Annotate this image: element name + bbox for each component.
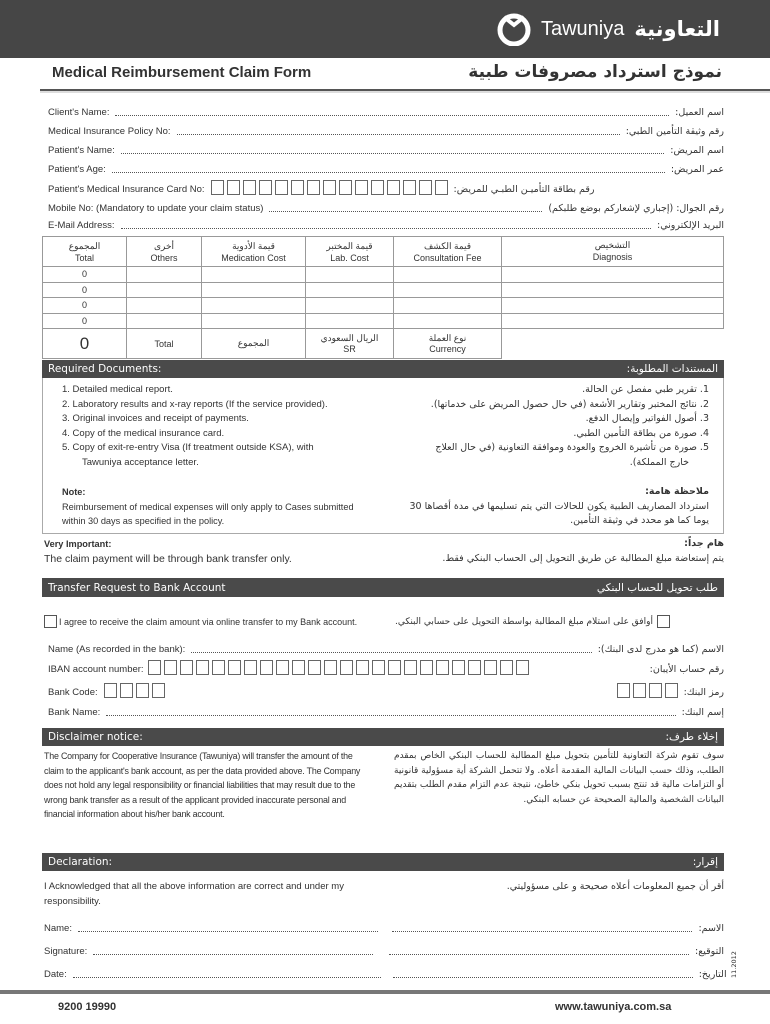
table-row[interactable]: 0	[43, 267, 724, 283]
agree-checkbox[interactable]	[44, 615, 57, 628]
footer-line	[0, 990, 770, 994]
digit-box[interactable]	[243, 180, 256, 195]
grand-total: 0	[43, 329, 127, 359]
digit-box[interactable]	[452, 660, 465, 675]
currency-value: الريال السعودي SR	[306, 329, 394, 359]
disclaimer-text-en: The Company for Cooperative Insurance (Tawuniya) will transfer the amount of the claim to the applicant's bank account, as per the data provided above. The Company does not hold any legal responsibility or financial liabilities that may result due to the wrong bank transfer as a result of the applicant provided inaccurate personal and financial information about his/her bank account.	[44, 751, 361, 819]
digit-box[interactable]	[211, 180, 224, 195]
table-header-row	[43, 237, 724, 267]
digit-box[interactable]	[419, 180, 432, 195]
digit-box[interactable]	[308, 660, 321, 675]
digit-box[interactable]	[484, 660, 497, 675]
form-title-ar: نموذج استرداد مصروفات طبية	[468, 62, 722, 82]
digit-box[interactable]	[324, 660, 337, 675]
table-row[interactable]: 0	[43, 282, 724, 298]
disclaimer-header: Disclaimer notice: إخلاء طرف:	[42, 728, 724, 746]
digit-box[interactable]	[164, 660, 177, 675]
table-row[interactable]: 0	[43, 313, 724, 329]
important-ar: هام جداً: يتم إستعاضة مبلغ المطالبة عن طريق التحويل إلى الحساب البنكي فقط.	[442, 538, 724, 564]
digit-box[interactable]	[152, 683, 165, 698]
digit-box[interactable]	[339, 180, 352, 195]
header-diagnosis: التشخيص Diagnosis	[502, 237, 724, 267]
header-others: أخرى Others	[127, 237, 202, 267]
policy-number-field[interactable]: Medical Insurance Policy No: رقم وثيقة التأمين الطبي:	[48, 126, 724, 137]
digit-box[interactable]	[291, 180, 304, 195]
digit-box[interactable]	[323, 180, 336, 195]
disclaimer-text-ar: سوف تقوم شركة التعاونية للتأمين بتحويل مبلغ المطالبة للحساب البنكي الخاص بمقدم الطلب، وذلك حسب البيانات المالية المقدمة أعلاه. ولا تتحمل الشركة أية مسؤولية قانونية أو التزامات مالية قد تنتج بسبب تحويل بنكي خاطئ، نتيجة عدم التزام مقدم الطلب بتقديم البيانات الشخصية والمالية الصحيحة عن حسابه البنكي.	[394, 751, 724, 805]
required-docs-list-ar: 1. تقرير طبي مفصل عن الحالة. 2. نتائج المختبر وتقارير الأشعة (في حال حصول المريض على خدماتها). 3. أصول الفواتير وإيصال الدفع. 4. صورة من بطاقة التأمين الطبي. 5. صورة من تأشيرة الخروج والعودة وموافقة التعاونية (في حال العلاج خارج المملكة).	[430, 384, 709, 468]
digit-box[interactable]	[500, 660, 513, 675]
insurance-card-field[interactable]: Patient's Medical Insurance Card No: رقم بطاقة التأميـن الطبـي للمريض:	[48, 177, 724, 195]
agree-checkbox-en[interactable]: I agree to receive the claim amount via online transfer to my Bank account.	[44, 615, 357, 628]
digit-box[interactable]	[340, 660, 353, 675]
header-medication: قيمة الأدوية Medication Cost	[202, 237, 306, 267]
currency-label: نوع العملة Currency	[394, 329, 502, 359]
brand-name-en: Tawuniya	[540, 17, 625, 40]
client-name-field[interactable]: Client's Name: اسم العميل:	[48, 107, 724, 118]
digit-box[interactable]	[372, 660, 385, 675]
digit-box[interactable]	[356, 660, 369, 675]
important-en: Very Important: The claim payment will be through bank transfer only.	[44, 539, 292, 565]
digit-box[interactable]	[436, 660, 449, 675]
digit-box[interactable]	[387, 180, 400, 195]
bank-holder-name-field[interactable]: Name (As recorded in the bank): الاسم (كما هو مدرج لدى البنك):	[48, 644, 724, 655]
header-total: المجموع Total	[43, 237, 127, 267]
note-en: Note: Reimbursement of medical expenses will only apply to Cases submitted within 30 days as specified in the policy.	[62, 487, 354, 526]
footer-website[interactable]: www.tawuniya.com.sa	[555, 1001, 672, 1013]
digit-box[interactable]	[259, 180, 272, 195]
patient-name-field[interactable]: Patient's Name: اسم المريض:	[48, 145, 724, 156]
digit-box[interactable]	[244, 660, 257, 675]
required-docs-header: Required Documents: المستندات المطلوبة:	[42, 360, 724, 378]
digit-box[interactable]	[228, 660, 241, 675]
declaration-signature-field[interactable]: Signature: التوقيع:	[44, 946, 724, 957]
digit-box[interactable]	[388, 660, 401, 675]
digit-box[interactable]	[136, 683, 149, 698]
digit-box[interactable]	[403, 180, 416, 195]
digit-box[interactable]	[275, 180, 288, 195]
transfer-header: Transfer Request to Bank Account طلب تحويل للحساب البنكي	[42, 578, 724, 597]
digit-box[interactable]	[307, 180, 320, 195]
brand-name-ar: التعاونية	[634, 17, 720, 41]
digit-box[interactable]	[617, 683, 630, 698]
cost-table	[42, 236, 724, 359]
brand-logo	[497, 10, 720, 48]
iban-field[interactable]: IBAN account number: رقم حساب الأيبان:	[48, 657, 724, 675]
tawuniya-logo-icon	[497, 12, 531, 46]
digit-box[interactable]	[276, 660, 289, 675]
digit-box[interactable]	[435, 180, 448, 195]
form-code: 11.2012	[730, 951, 738, 978]
header-lab: قيمة المختبر Lab. Cost	[306, 237, 394, 267]
digit-box[interactable]	[120, 683, 133, 698]
declaration-text-ar: أقر أن جميع المعلومات أعلاه صحيحة و على مسؤوليتي.	[506, 881, 724, 892]
digit-box[interactable]	[371, 180, 384, 195]
declaration-date-field[interactable]: Date: التاريخ:	[44, 969, 727, 980]
declaration-name-field[interactable]: Name: الاسم:	[44, 923, 724, 934]
footer-phone: 9200 19990	[58, 1001, 117, 1013]
email-field[interactable]: E-Mail Address: البريد الإلكتروني:	[48, 220, 724, 231]
declaration-header: Declaration: إقرار:	[42, 853, 724, 871]
required-docs-list-en: 1. Detailed medical report. 2. Laboratory results and x-ray reports (If the service provided). 3. Original invoices and receipt of payments. 4. Copy of the medical insurance card. 5. Copy of exit-re-entry Visa (If treatment outside KSA), with Tawuniya acceptance letter.	[62, 384, 328, 468]
bank-code-field[interactable]: Bank Code: رمز البنك:	[48, 680, 724, 698]
digit-box[interactable]	[260, 660, 273, 675]
digit-box[interactable]	[148, 660, 161, 675]
total-label-ar: المجموع	[202, 329, 306, 359]
digit-box[interactable]	[104, 683, 117, 698]
declaration-text-en: I Acknowledged that all the above information are correct and under my responsibility.	[44, 881, 344, 907]
digit-box[interactable]	[404, 660, 417, 675]
digit-box[interactable]	[649, 683, 662, 698]
total-row	[43, 329, 724, 359]
digit-box[interactable]	[420, 660, 433, 675]
total-label-en: Total	[127, 329, 202, 359]
mobile-field[interactable]: Mobile No: (Mandatory to update your claim status) رقم الجوال: (إجباري لإشعاركم بوضع طلبكم)	[48, 203, 724, 214]
digit-box[interactable]	[292, 660, 305, 675]
agree-checkbox-ar[interactable]: أوافق على استلام مبلغ المطالبة بواسطة التحويل على حسابي البنكي.	[395, 615, 724, 628]
digit-box[interactable]	[516, 660, 529, 675]
header-consultation: قيمة الكشف Consultation Fee	[394, 237, 502, 267]
digit-box[interactable]	[196, 660, 209, 675]
bank-name-field[interactable]: Bank Name: إسم البنك:	[48, 707, 724, 718]
digit-box[interactable]	[212, 660, 225, 675]
patient-age-field[interactable]: Patient's Age: عمر المريض:	[48, 164, 724, 175]
digit-box[interactable]	[355, 180, 368, 195]
table-row[interactable]: 0	[43, 298, 724, 314]
note-ar: ملاحظة هامة: استرداد المصاريف الطبية يكون للحالات التي يتم تسليمها في مدة أقصاها 30 يوما كما هو محدد في وثيقة التأمين.	[409, 486, 709, 526]
digit-box[interactable]	[468, 660, 481, 675]
agree-checkbox-ar-box[interactable]	[657, 615, 670, 628]
digit-box[interactable]	[633, 683, 646, 698]
digit-box[interactable]	[227, 180, 240, 195]
digit-box[interactable]	[180, 660, 193, 675]
digit-box[interactable]	[665, 683, 678, 698]
form-title-en: Medical Reimbursement Claim Form	[52, 64, 312, 81]
